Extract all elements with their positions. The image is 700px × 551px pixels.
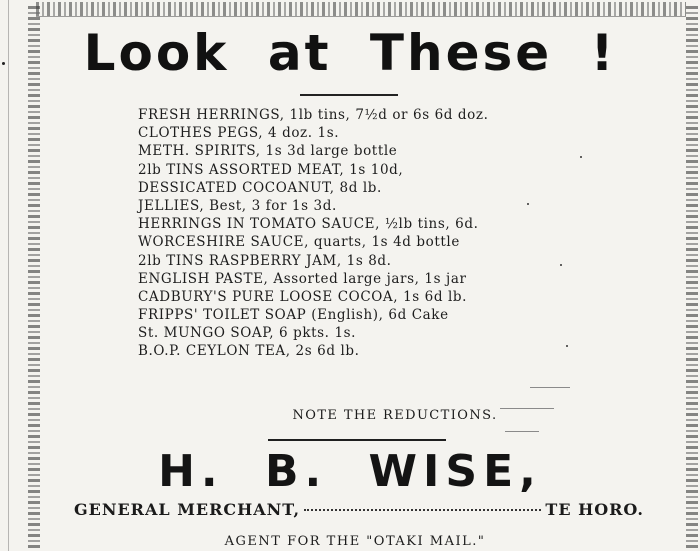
location-text: TE HORO. [545,500,644,519]
list-item: 2lb TINS RASPBERRY JAM, 1s 8d. [138,252,392,269]
merchant-name: H. B. WISE, [158,446,542,497]
list-item: HERRINGS IN TOMATO SAUCE, ½lb tins, 6d. [138,216,479,233]
list-item: CADBURY'S PURE LOOSE COCOA, 1s 6d lb. [138,288,468,305]
list-item: ENGLISH PASTE, Assorted large jars, 1s jar [138,270,467,287]
scan-speck [566,345,568,347]
list-item: DESSICATED COCOANUT, 8d lb. [138,179,382,196]
faint-rule [505,431,539,432]
scan-speck [527,203,529,205]
list-item: St. MUNGO SOAP, 6 pkts. 1s. [138,325,357,342]
list-item: B.O.P. CEYLON TEA, 2s 6d lb. [138,343,360,360]
agent-line: AGENT FOR THE "OTAKI MAIL." [224,534,486,549]
dotted-leader [304,509,541,511]
ornamental-border-top [36,2,686,17]
list-item: 2lb TINS ASSORTED MEAT, 1s 10d, [138,161,404,178]
trade-text: GENERAL MERCHANT, [74,500,301,519]
note-text: NOTE THE REDUCTIONS. [292,408,498,423]
scan-speck [560,264,562,266]
list-item: JELLIES, Best, 3 for 1s 3d. [138,197,337,214]
list-item: WORCESHIRE SAUCE, quarts, 1s 4d bottle [138,234,460,251]
list-item: FRESH HERRINGS, 1lb tins, 7½d or 6s 6d doz. [138,107,489,123]
list-item: METH. SPIRITS, 1s 3d large bottle [138,143,398,160]
price-list [138,106,558,361]
faint-rule [530,387,570,388]
divider-rule [268,439,446,441]
headline: Look at These ! [83,24,617,82]
trade-line [74,500,644,519]
list-item: CLOTHES PEGS, 4 doz. 1s. [138,125,340,142]
list-item: FRIPPS' TOILET SOAP (English), 6d Cake [138,307,449,324]
headline-underline [300,94,398,96]
scan-speck [580,156,582,158]
